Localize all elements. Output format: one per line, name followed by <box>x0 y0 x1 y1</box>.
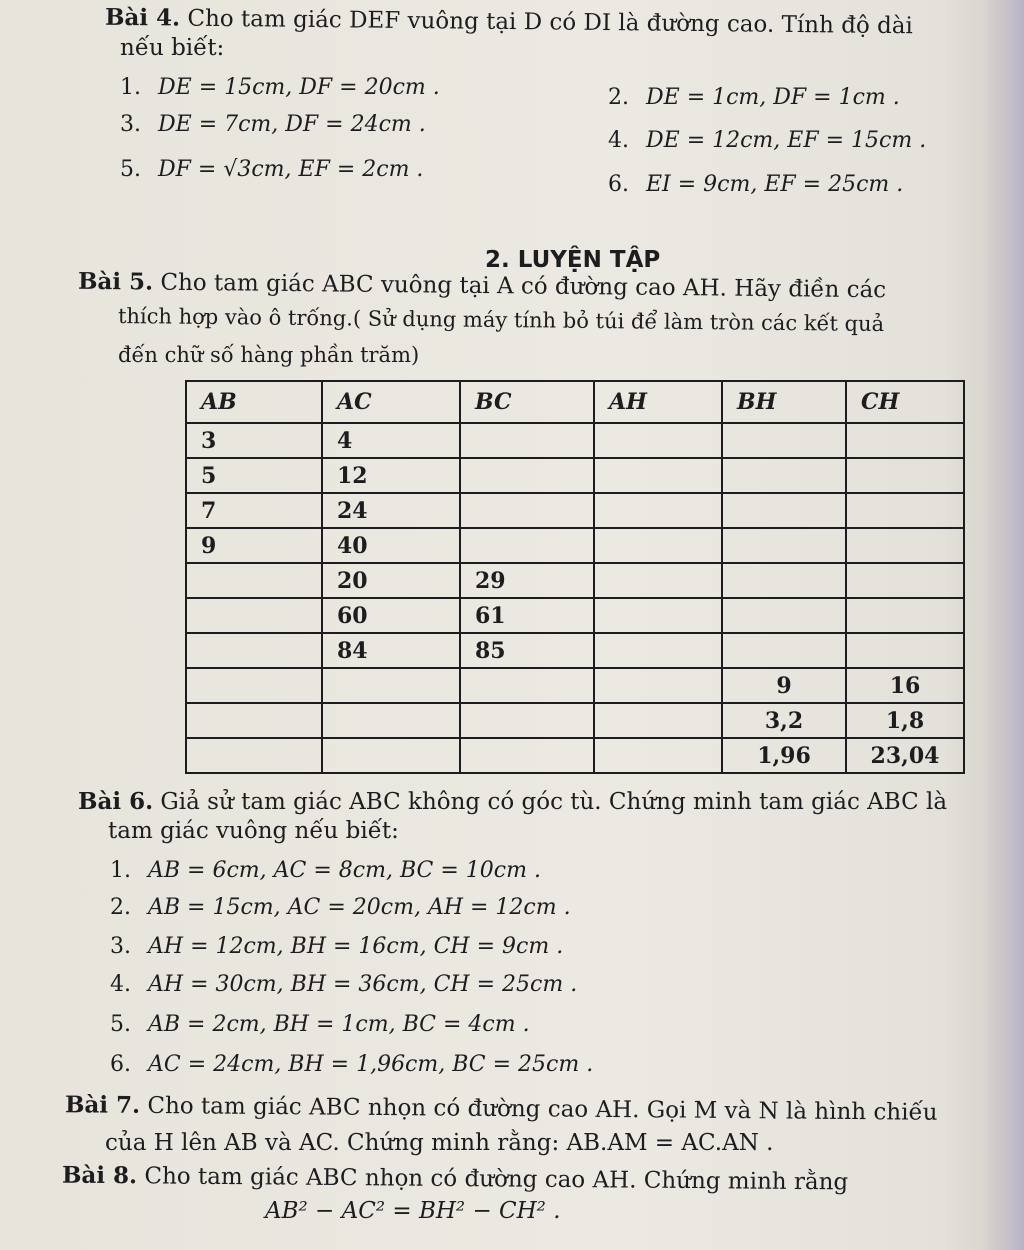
table-row <box>186 423 964 458</box>
table-cell <box>594 528 722 563</box>
table-cell <box>722 598 846 633</box>
table-cell <box>460 528 594 563</box>
table-row <box>186 528 964 563</box>
table-cell: 23,04 <box>846 738 964 773</box>
table-cell <box>594 458 722 493</box>
bai5-text2: thích hợp vào ô trống.( Sử dụng máy tính bỏ túi để làm tròn các kết quả <box>117 303 885 337</box>
bai4-item-6: 6. EI = 9cm, EF = 25cm . <box>608 172 904 197</box>
table-cell <box>460 703 594 738</box>
table-cell <box>594 738 722 773</box>
bai7-line1 <box>65 1091 938 1126</box>
bai4-item-5: 5. DF = √3cm, EF = 2cm . <box>120 157 424 182</box>
bai8-line1 <box>62 1162 848 1196</box>
bai8-formula: AB² − AC² = BH² − CH² . <box>265 1198 561 1224</box>
table-cell: 61 <box>460 598 594 633</box>
table-cell <box>322 668 460 703</box>
table-cell <box>594 598 722 633</box>
table-cell <box>460 738 594 773</box>
table-cell: 40 <box>322 528 460 563</box>
bai6-item-4: 4. AH = 30cm, BH = 36cm, CH = 25cm . <box>110 972 578 997</box>
table-cell <box>460 493 594 528</box>
bai4-item-2: 2. DE = 1cm, DF = 1cm . <box>608 85 900 110</box>
table-cell <box>846 493 964 528</box>
table-cell: 29 <box>460 563 594 598</box>
table-cell <box>846 598 964 633</box>
table-cell <box>846 528 964 563</box>
table-cell <box>460 423 594 458</box>
bai6-item-3: 3. AH = 12cm, BH = 16cm, CH = 9cm . <box>110 934 564 959</box>
bai6-item-1: 1. AB = 6cm, AC = 8cm, BC = 10cm . <box>110 858 541 883</box>
table-cell: 84 <box>322 633 460 668</box>
table-cell <box>186 703 322 738</box>
table-cell: 9 <box>722 668 846 703</box>
bai7-text1: Cho tam giác ABC nhọn có đường cao AH. Gọi M và N là hình chiếu <box>147 1092 938 1126</box>
table-cell <box>594 493 722 528</box>
table-cell: 24 <box>322 493 460 528</box>
table-row <box>186 563 964 598</box>
bai4-item-4: 4. DE = 12cm, EF = 15cm . <box>608 128 927 153</box>
table-cell: 20 <box>322 563 460 598</box>
table-cell <box>846 563 964 598</box>
header-ch: CH <box>846 381 964 423</box>
header-bc: BC <box>460 381 594 423</box>
bai5-text3: đến chữ số hàng phần trăm) <box>118 343 420 367</box>
section-title: 2. LUYỆN TẬP <box>485 247 661 273</box>
bai5-table <box>185 380 965 774</box>
bai4-heading: Bài 4. <box>104 3 181 32</box>
table-cell <box>846 633 964 668</box>
table-cell: 1,8 <box>846 703 964 738</box>
table-cell <box>186 633 322 668</box>
bai6-text1: Giả sử tam giác ABC không có góc tù. Chứng minh tam giác ABC là <box>160 789 948 815</box>
table-cell <box>722 563 846 598</box>
bai5-text1: Cho tam giác ABC vuông tại A có đường cao AH. Hãy điền các <box>160 269 887 304</box>
bai6-item-6: 6. AC = 24cm, BH = 1,96cm, BC = 25cm . <box>110 1052 594 1077</box>
table-cell <box>722 528 846 563</box>
bai6-item-5: 5. AB = 2cm, BH = 1cm, BC = 4cm . <box>110 1012 530 1037</box>
table-cell: 85 <box>460 633 594 668</box>
bai6-line1 <box>78 788 947 815</box>
table-cell <box>722 458 846 493</box>
table-cell: 16 <box>846 668 964 703</box>
table-cell: 3,2 <box>722 703 846 738</box>
table-cell: 1,96 <box>722 738 846 773</box>
table-cell <box>460 668 594 703</box>
table-row <box>186 493 964 528</box>
table-row <box>186 738 964 773</box>
table-cell: 4 <box>322 423 460 458</box>
table-cell <box>186 668 322 703</box>
bai7-text2: của H lên AB và AC. Chứng minh rằng: AB.AM = AC.AN . <box>105 1130 774 1156</box>
table-cell <box>846 458 964 493</box>
table-cell <box>594 423 722 458</box>
table-cell: 3 <box>186 423 322 458</box>
bai6-item-2: 2. AB = 15cm, AC = 20cm, AH = 12cm . <box>110 895 571 920</box>
bai4-text1: Cho tam giác DEF vuông tại D có DI là đường cao. Tính độ dài <box>187 5 913 40</box>
bai6-text2: tam giác vuông nếu biết: <box>108 818 399 844</box>
header-ah: AH <box>594 381 722 423</box>
table-cell: 5 <box>186 458 322 493</box>
table-row <box>186 668 964 703</box>
table-cell <box>594 633 722 668</box>
bai4-text2: nếu biết: <box>120 35 225 61</box>
table-cell <box>322 738 460 773</box>
bai8-heading: Bài 8. <box>61 1161 138 1190</box>
table-cell <box>186 563 322 598</box>
header-ac: AC <box>322 381 460 423</box>
table-cell <box>322 703 460 738</box>
header-ab: AB <box>186 381 322 423</box>
table-row <box>186 633 964 668</box>
table-cell <box>594 703 722 738</box>
bai4-item-1: 1. DE = 15cm, DF = 20cm . <box>120 75 440 100</box>
table-cell <box>722 633 846 668</box>
page-edge-shadow <box>984 0 1024 1250</box>
table-cell <box>846 423 964 458</box>
header-bh: BH <box>722 381 846 423</box>
bai6-heading: Bài 6. <box>78 788 154 815</box>
bai4-line1 <box>105 4 913 39</box>
table-header-row <box>186 381 964 423</box>
table-cell: 12 <box>322 458 460 493</box>
table-cell <box>186 738 322 773</box>
bai5-heading: Bài 5. <box>77 267 154 296</box>
table-row <box>186 458 964 493</box>
table-body <box>186 423 964 773</box>
table-cell <box>722 423 846 458</box>
table-cell <box>722 493 846 528</box>
table-row <box>186 703 964 738</box>
table-cell: 9 <box>186 528 322 563</box>
bai5-line1 <box>78 268 886 303</box>
bai4-item-3: 3. DE = 7cm, DF = 24cm . <box>120 112 426 137</box>
table-cell: 7 <box>186 493 322 528</box>
table-cell <box>186 598 322 633</box>
table-cell: 60 <box>322 598 460 633</box>
table-cell <box>594 563 722 598</box>
table-cell <box>460 458 594 493</box>
table-cell <box>594 668 722 703</box>
table-row <box>186 598 964 633</box>
bai7-heading: Bài 7. <box>64 1091 141 1119</box>
bai8-text1: Cho tam giác ABC nhọn có đường cao AH. Chứng minh rằng <box>144 1163 849 1196</box>
